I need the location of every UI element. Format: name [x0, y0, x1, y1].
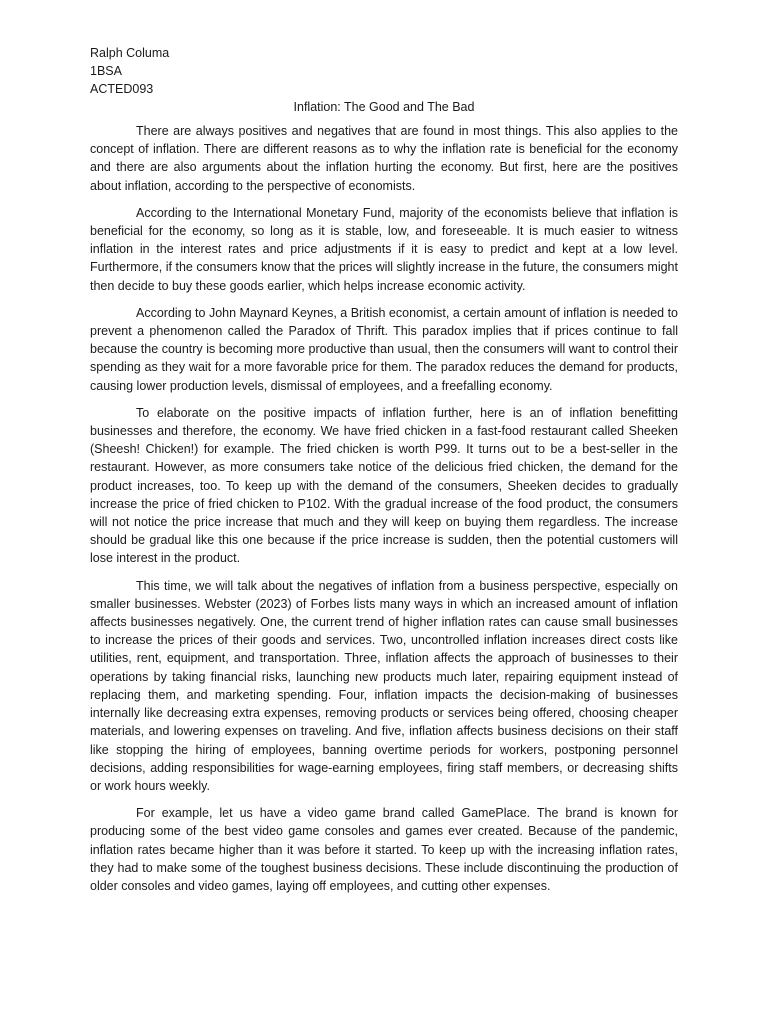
- paragraph-imf: According to the International Monetary Fund, majority of the economists believe that inflation is beneficial for the economy, so long as it is stable, low, and foreseeable. It is much easier to witness inflation in the interest rates and price adjustments if it is easy to predict and kept at a low level. Furthermore, if the consumers know that the prices will slightly increase in the future, the consumers might then decide to buy these goods earlier, which helps increase economic activity.: [90, 205, 678, 293]
- student-section: 1BSA: [90, 64, 122, 78]
- course-code: ACTED093: [90, 82, 154, 96]
- paragraph-negatives: This time, we will talk about the negatives of inflation from a business perspective, especially on smaller businesses. Webster (2023) of Forbes lists many ways in which an increased amount of inflation affects businesses negatively. One, the current trend of higher inflation rates can cause small businesses to increase the prices of their goods and services. Two, uncontrolled inflation increases direct costs like utilities, rent, equipment, and transportation. Three, inflation affects the approach of businesses to their operations by taking financial risks, launching new products much later, repairing equipment instead of replacing them, and marketing spending. Four, inflation impacts the decision-making of businesses internally like decreasing extra expenses, removing products or services being offered, choosing cheaper materials, and lowering expenses on traveling. And five, inflation affects business decisions on their staff like stopping the hiring of employees, banning overtime periods for workers, postponing personnel decisions, adding responsibilities for wage-earning employees, firing staff members, or decreasing shifts or work hours weekly.: [90, 578, 678, 793]
- paragraph-gameplace-example: For example, let us have a video game brand called GamePlace. The brand is known for producing some of the best video game consoles and games ever created. Because of the pandemic, inflation rates became higher than it was before it started. To keep up with the increasing inflation rates, they had to make some of the toughest business decisions. These include discontinuing the production of older consoles and video games, laying off employees, and cutting other expenses.: [90, 806, 678, 893]
- author-name: Ralph Columa: [90, 46, 170, 60]
- paragraph-keynes: According to John Maynard Keynes, a British economist, a certain amount of inflation is needed to prevent a phenomenon called the Paradox of Thrift. This paradox implies that if prices continue to fall because the country is becoming more productive than usual, then the consumers will want to control their spending as they wait for a more favorable price for them. The paradox reduces the demand for products, causing lower production levels, dismissal of employees, and a freefalling economy.: [90, 305, 678, 393]
- document-page: [90, 44, 678, 904]
- paragraph-intro: There are always positives and negatives that are found in most things. This also applies to the concept of inflation. There are different reasons as to why the inflation rate is beneficial for the economy and there are also arguments about the inflation hurting the economy. But first, here are the positives about inflation, according to the perspective of economists.: [90, 124, 678, 193]
- document-title: Inflation: The Good and The Bad: [293, 100, 475, 114]
- paragraph-sheeken-example: To elaborate on the positive impacts of inflation further, here is an of inflation benefitting businesses and therefore, the economy. We have fried chicken in a fast-food restaurant called Sheeken (Sheesh! Chicken!) for example. The fried chicken is worth P99. It turns out to be a best-seller in the restaurant. However, as more consumers take notice of the delicious fried chicken, the demand for the product increases, too. To keep up with the demand of the consumers, Sheeken decides to gradually increase the price of fried chicken to P102. With the gradual increase of the food product, the consumers will not notice the price increase that much and they will keep on buying them regardless. The increase should be gradual like this one because if the price increase is sudden, then the potential customers will lose interest in the product.: [90, 405, 678, 566]
